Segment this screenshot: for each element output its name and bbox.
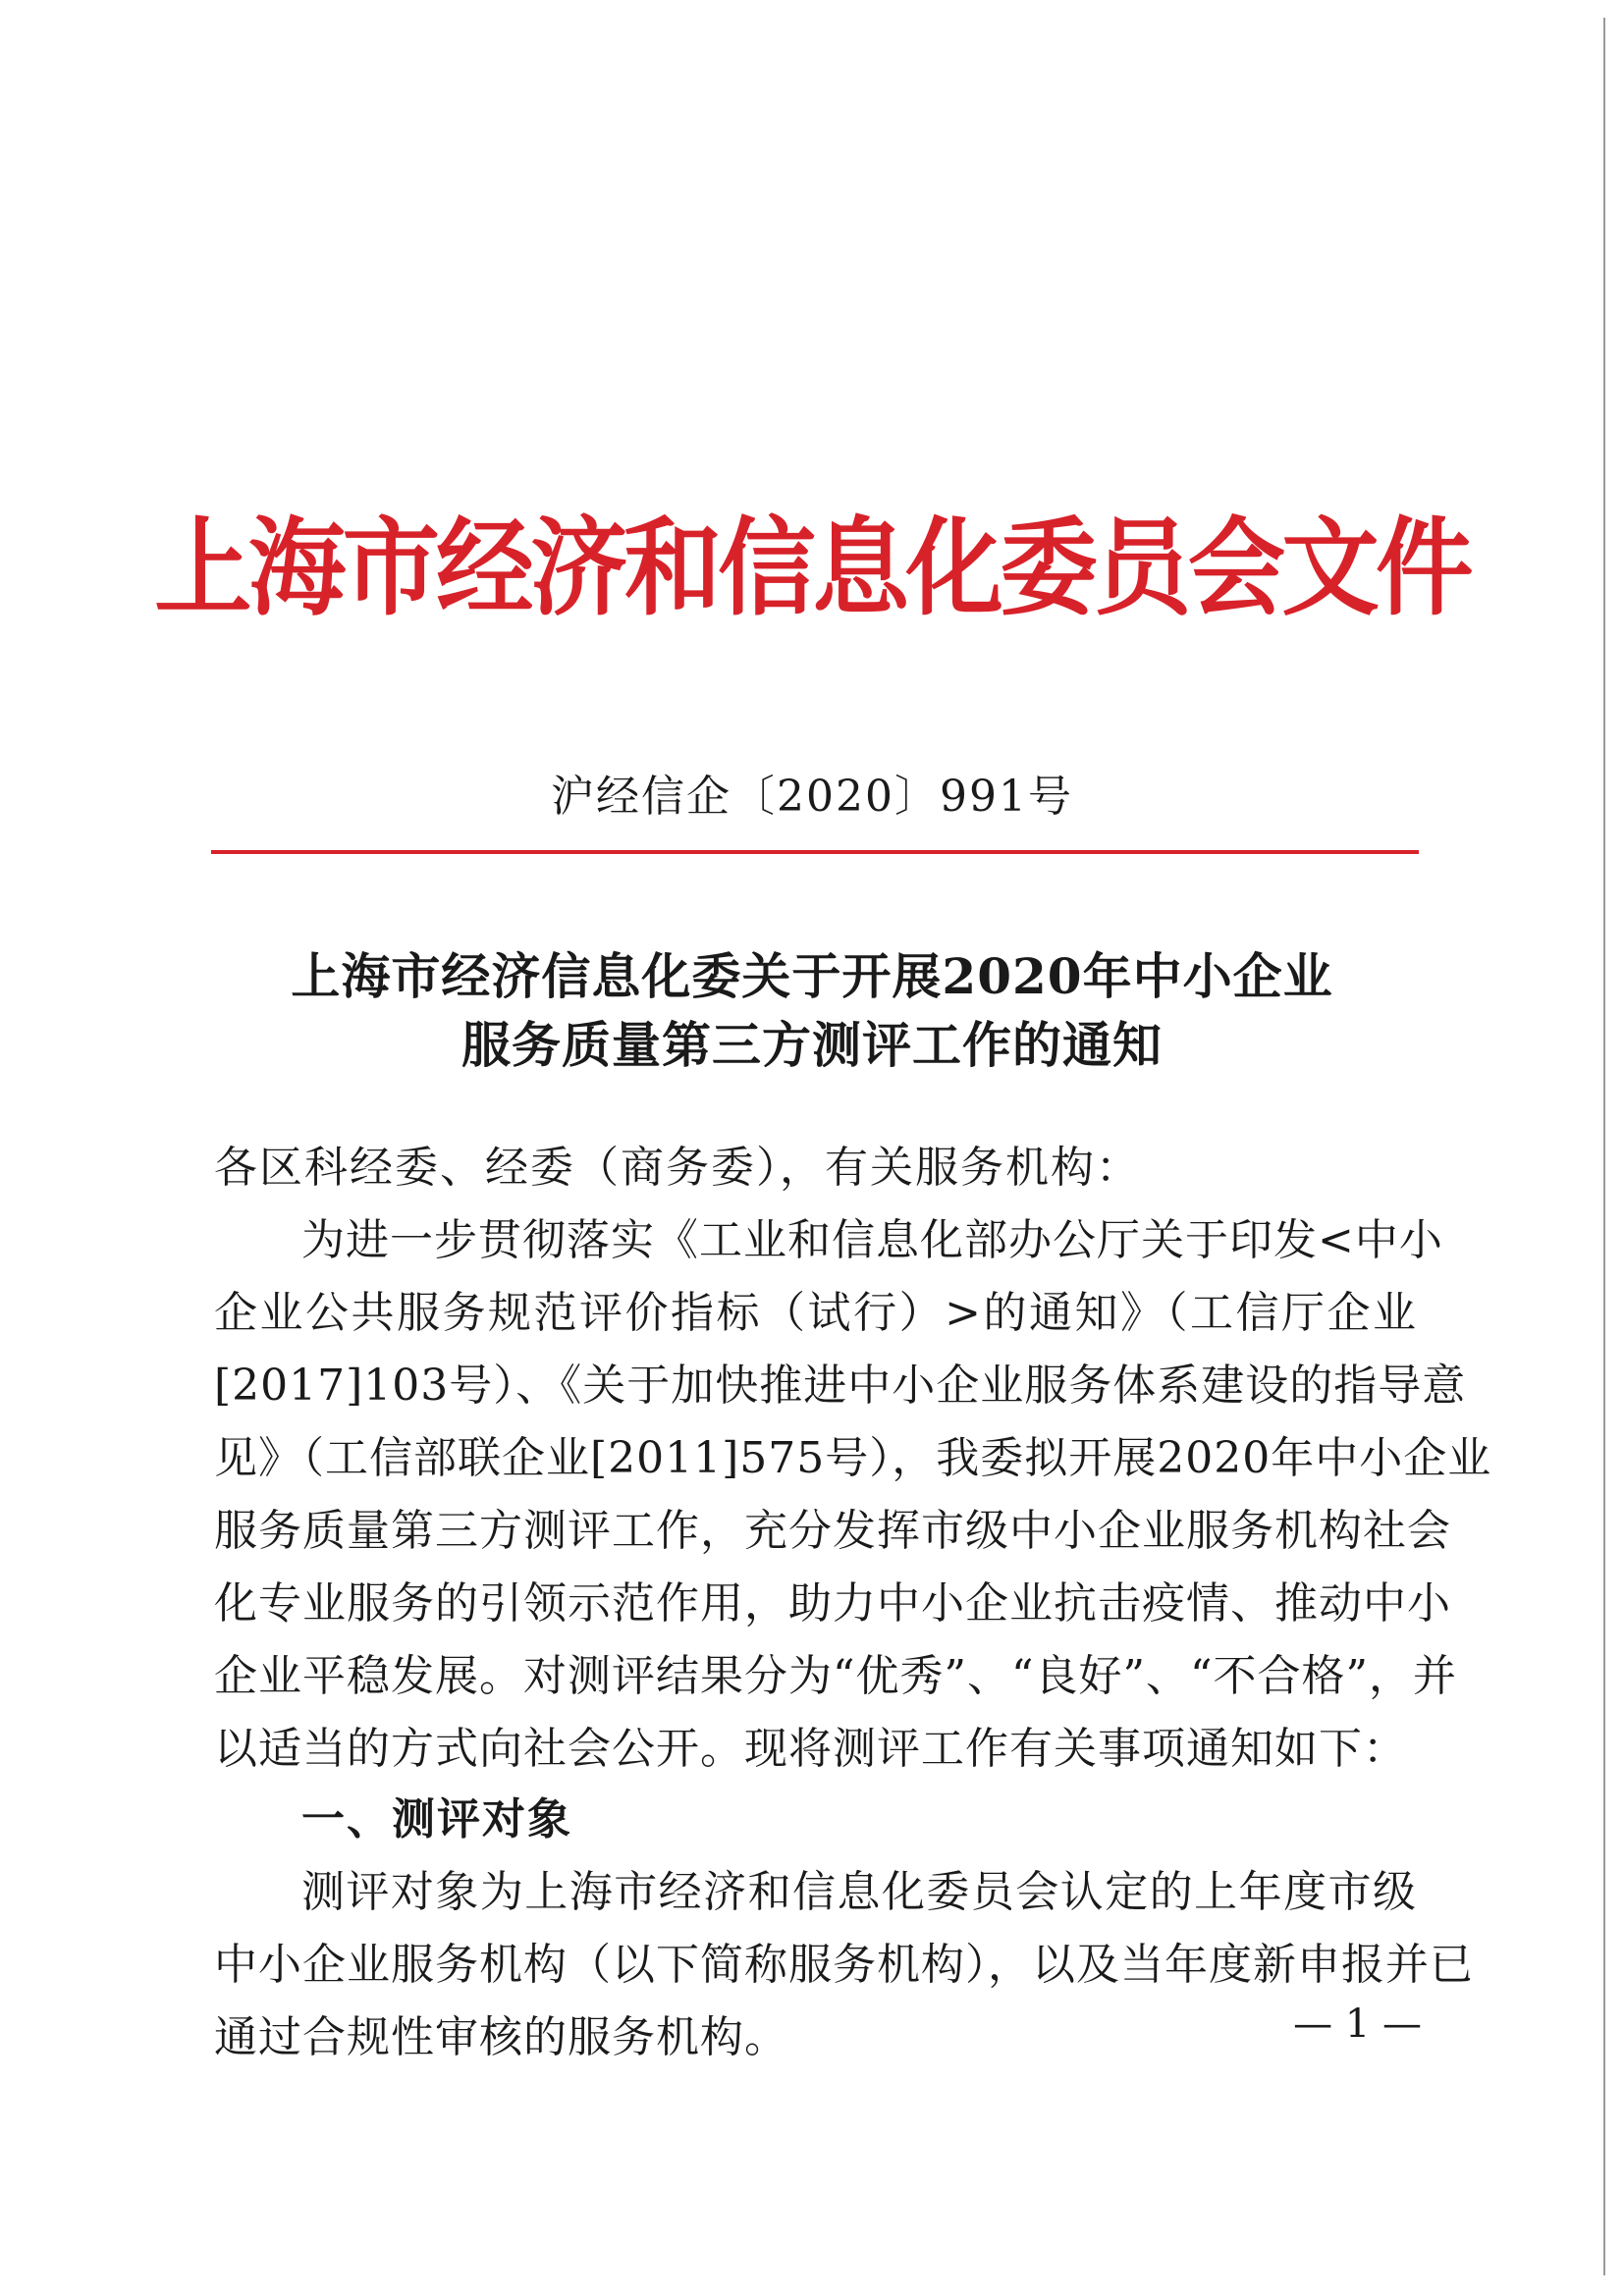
paragraph-1-line: 见》（工信部联企业[2011]575号），我委拟开展2020年中小企业 xyxy=(214,1433,1492,1483)
scan-page-edge-line xyxy=(1603,18,1605,2275)
header-red-rule xyxy=(211,850,1419,854)
paragraph-1-line: 化专业服务的引领示范作用，助力中小企业抗击疫情、推动中小 xyxy=(214,1578,1451,1629)
paragraph-1-line: 企业平稳发展。对测评结果分为“优秀”、“良好”、“不合格”，并 xyxy=(214,1651,1457,1701)
document-header-title: 上海市经济和信息化委员会文件 xyxy=(154,507,1470,630)
paragraph-1-line: 服务质量第三方测评工作，充分发挥市级中小企业服务机构社会 xyxy=(214,1506,1451,1556)
section-1-heading: 一、测评对象 xyxy=(301,1794,572,1844)
paragraph-1-line: 企业公共服务规范评价指标（试行）>的通知》（工信厅企业 xyxy=(214,1288,1417,1338)
paragraph-1-line: [2017]103号）、《关于加快推进中小企业服务体系建设的指导意 xyxy=(214,1361,1467,1411)
paragraph-1-line: 为进一步贯彻落实《工业和信息化部办公厅关于印发<中小 xyxy=(301,1215,1443,1265)
salutation: 各区科经委、经委（商务委），有关服务机构： xyxy=(214,1143,1141,1193)
page-number: — 1 — xyxy=(1293,2002,1422,2047)
paragraph-1-line: 以适当的方式向社会公开。现将测评工作有关事项通知如下： xyxy=(214,1724,1407,1774)
section-1-paragraph-line: 测评对象为上海市经济和信息化委员会认定的上年度市级 xyxy=(301,1867,1417,1917)
notice-title-line-1: 上海市经济信息化委关于开展2020年中小企业 xyxy=(291,947,1333,1005)
notice-title-line-2: 服务质量第三方测评工作的通知 xyxy=(461,1016,1163,1074)
section-1-paragraph-line: 中小企业服务机构（以下简称服务机构），以及当年度新申报并已 xyxy=(214,1940,1474,1990)
section-1-paragraph-line: 通过合规性审核的服务机构。 xyxy=(214,2012,788,2062)
document-number: 沪经信企〔2020〕991号 xyxy=(551,772,1073,822)
